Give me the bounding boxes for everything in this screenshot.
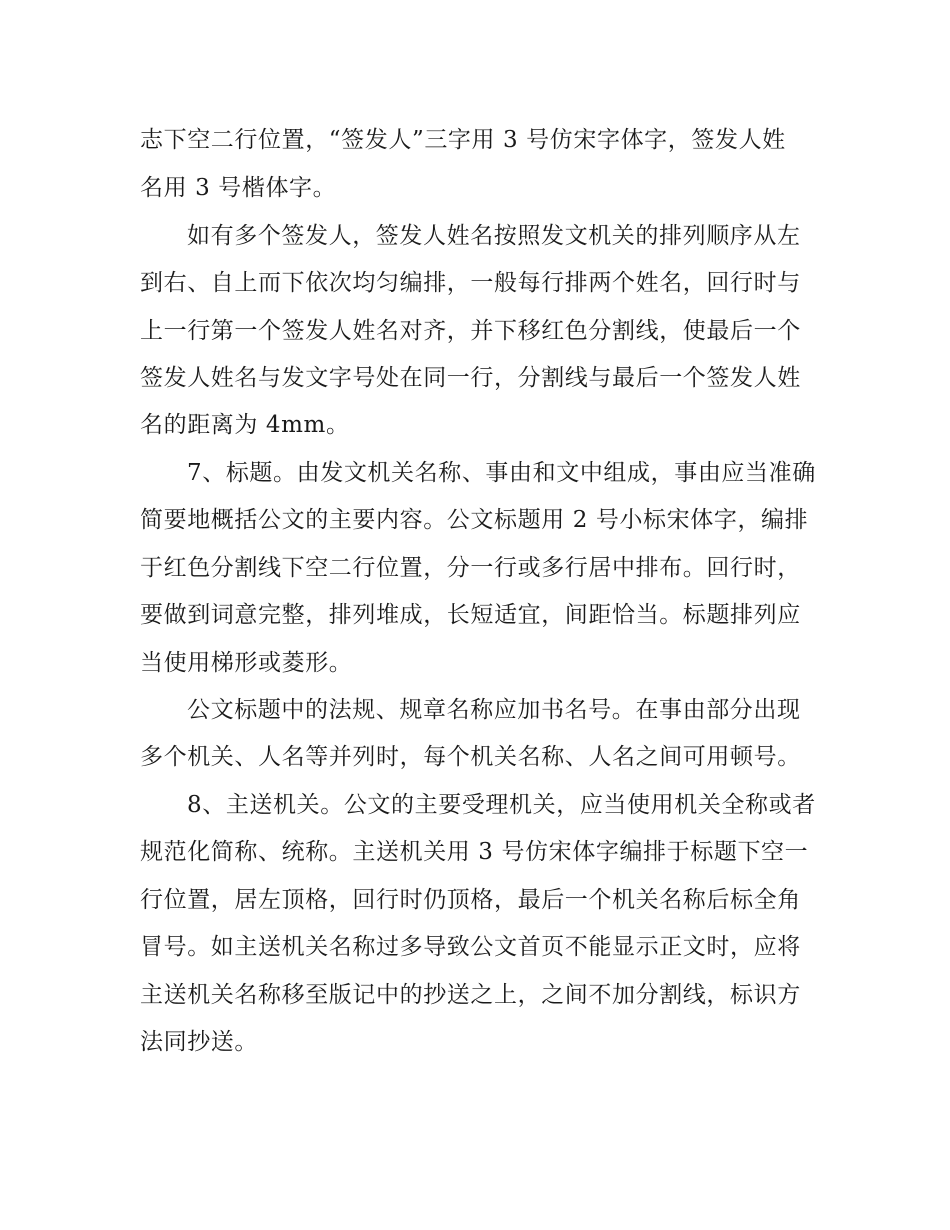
text-line: 当使用梯形或菱形。: [140, 650, 353, 676]
text-line: 志下空二行位置，“签发人”三字用 3 号仿宋字体字，签发人姓: [140, 127, 786, 153]
paragraph-first-line: 8、主送机关。公文的主要受理机关，应当使用机关全称或者: [187, 792, 816, 818]
text-line: 行位置，居左顶格，回行时仍顶格，最后一个机关名称后标全角: [140, 887, 801, 913]
text-line: 到右、自上而下依次均匀编排，一般每行排两个姓名，回行时与: [140, 270, 801, 296]
text-line: 名的距离为 4mm。: [140, 412, 350, 438]
text-line: 名用 3 号楷体字。: [140, 175, 337, 201]
paragraph-first-line: 7、标题。由发文机关名称、事由和文中组成，事由应当准确: [187, 460, 816, 486]
text-line: 要做到词意完整，排列堆成，长短适宜，间距恰当。标题排列应: [140, 602, 801, 628]
text-line: 签发人姓名与发文字号处在同一行，分割线与最后一个签发人姓: [140, 365, 801, 391]
text-line: 多个机关、人名等并列时，每个机关名称、人名之间可用顿号。: [140, 744, 801, 770]
text-line: 法同抄送。: [140, 1029, 258, 1055]
text-line: 简要地概括公文的主要内容。公文标题用 2 号小标宋体字，编排: [140, 507, 809, 533]
text-line: 于红色分割线下空二行位置，分一行或多行居中排布。回行时，: [140, 555, 801, 581]
text-line: 规范化简称、统称。主送机关用 3 号仿宋体字编排于标题下空一: [140, 839, 809, 865]
text-line: 主送机关名称移至版记中的抄送之上，之间不加分割线，标识方: [140, 982, 801, 1008]
text-line: 冒号。如主送机关名称过多导致公文首页不能显示正文时，应将: [140, 934, 801, 960]
paragraph-first-line: 公文标题中的法规、规章名称应加书名号。在事由部分出现: [187, 697, 801, 723]
paragraph-first-line: 如有多个签发人，签发人姓名按照发文机关的排列顺序从左: [187, 223, 801, 249]
text-line: 上一行第一个签发人姓名对齐，并下移红色分割线，使最后一个: [140, 318, 801, 344]
